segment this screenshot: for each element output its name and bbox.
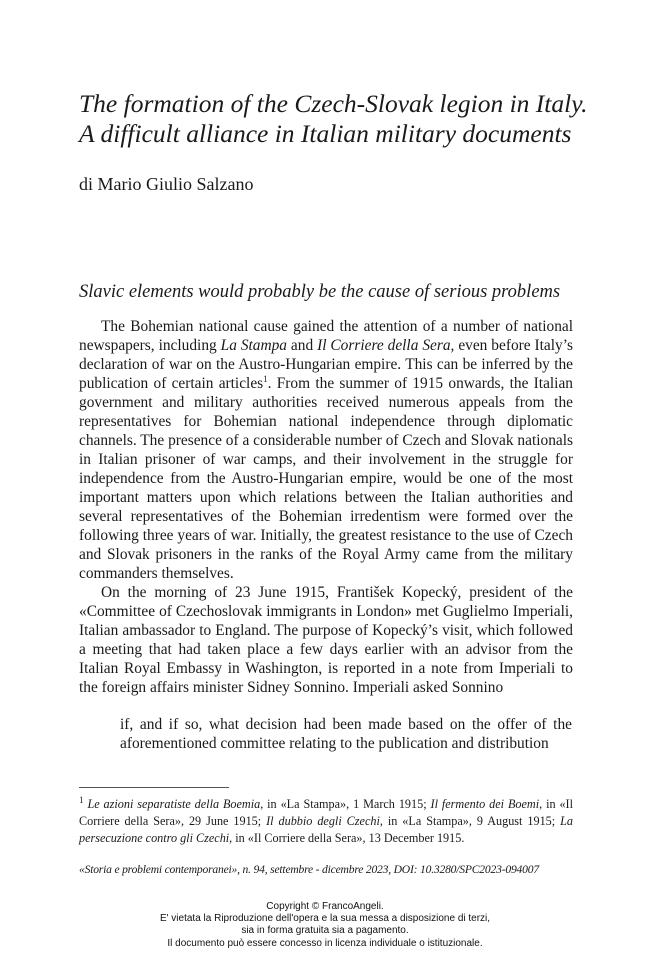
footnote-article-title-2: Il fermento dei Boemi [430, 797, 540, 811]
paragraph-2: On the morning of 23 June 1915, František Kopecký, president of the «Committee of Czechoslovak immigrants in London» met Guglielmo Imperiali, Italian ambassador to England. The purpose of Kopecký’s visit, which followed a meeting that had taken place a few days earlier with an advisor from the Italian Royal Embassy in Washington, is reported in a note from Imperiali to the foreign affairs minister Sidney Sonnino. Imperiali asked Sonnino [79, 584, 573, 696]
paragraph-1-text-c: even before Italy’s declaration of war on the Austro-Hungarian empire. This can be inferred by the publication of certain articles [79, 337, 573, 392]
copyright-line-2: E' vietata la Riproduzione dell'opera e la sua messa a disposizione di terzi, [159, 913, 491, 925]
footnote-1 [79, 796, 573, 847]
footnote-divider [79, 787, 229, 788]
section-heading: Slavic elements would probably be the cause of serious problems [79, 282, 561, 302]
paragraph-1 [79, 317, 573, 583]
article-title [79, 89, 599, 149]
footnote-number: 1 [79, 794, 84, 805]
paragraph-1-text-a: The Bohemian national cause gained the attention of a number of national newspapers, including [79, 318, 573, 354]
footnote-source-3: , in «La Stampa», 9 August 1915; [379, 814, 561, 828]
body-text [79, 317, 573, 697]
article-author: di Mario Giulio Salzano [79, 174, 254, 194]
newspaper-title-corriere: Il Corriere della Sera, [317, 337, 455, 354]
journal-citation: «Storia e problemi contemporanei», n. 94, settembre - dicembre 2023, DOI: 10.3280/SPC2023-094007 [79, 863, 539, 876]
paragraph-1-text-b: and [287, 337, 318, 354]
footnote-article-title-3: Il dubbio degli Czechi [266, 814, 380, 828]
article-title-line-2: A difficult alliance in Italian military documents [79, 119, 572, 148]
copyright-line-1: Copyright © FrancoAngeli. [266, 901, 384, 912]
footnote-article-title-4: La persecuzione contro gli Czechi [79, 814, 573, 845]
footnote-source-4: , in «Il Corriere della Sera», 13 December 1915. [229, 831, 465, 845]
footnote-article-title-1: Le azioni separatiste della Boemia [87, 797, 261, 811]
copyright-notice [0, 901, 650, 950]
paragraph-1-text-d: . From the summer of 1915 onwards, the Italian government and military authorities received numerous appeals from the representatives for Bohemian national independence through diplomatic channels. The presence of a considerable number of Czech and Slovak nationals in Italian prisoner of war camps, and their involvement in the struggle for independence from the Austro-Hungarian empire, would be one of the most important matters upon which relations between the Italian authorities and several representatives of the Bohemian irredentism were formed over the following three years of war. Initially, the greatest resistance to the use of Czech and Slovak prisoners in the ranks of the Royal Army came from the military commanders themselves. [79, 375, 573, 582]
footnote-reference-1: 1 [263, 373, 268, 384]
article-title-line-1: The formation of the Czech-Slovak legion in Italy. [79, 89, 588, 118]
copyright-line-4: Il documento può essere concesso in licenza individuale o istituzionale. [167, 937, 483, 949]
footnote-source-1: , in «La Stampa», 1 March 1915; [260, 797, 431, 811]
footnote-source-2: , in «Il Corriere della Sera», 29 June 1915; [79, 797, 574, 828]
copyright-line-3: sia in forma gratuita sia a pagamento. [241, 925, 409, 937]
newspaper-title-la-stampa: La Stampa [220, 337, 287, 354]
block-quote: if, and if so, what decision had been made based on the offer of the aforementioned committee relating to the publication and distribution [120, 716, 572, 752]
